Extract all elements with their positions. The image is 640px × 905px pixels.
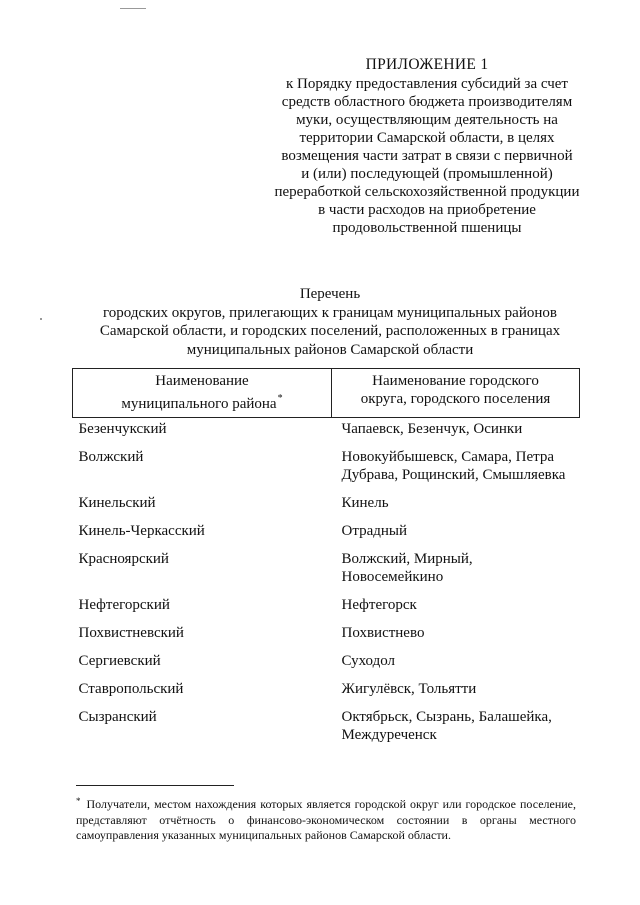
settlement-line: Жигулёвск, Тольятти bbox=[341, 681, 477, 697]
settlement-cell bbox=[332, 708, 580, 754]
table-header-row bbox=[73, 369, 580, 418]
district-cell: Кинель-Черкасский bbox=[78, 523, 205, 539]
settlement-cell bbox=[332, 652, 580, 680]
settlement-line: Нефтегорск bbox=[341, 597, 417, 613]
table-row bbox=[73, 680, 580, 708]
appendix-line: к Порядку предоставления субсидий за счет bbox=[286, 76, 568, 92]
districts-table bbox=[72, 368, 580, 754]
header-district-line2 bbox=[77, 390, 327, 413]
list-title-line: Самарской области, и городских поселений, расположенных в границах bbox=[99, 323, 561, 339]
appendix-line: средств областного бюджета производителям bbox=[281, 94, 573, 110]
district-cell: Волжский bbox=[78, 449, 144, 465]
list-title-line: городских округов, прилегающих к границам муниципальных районов bbox=[103, 304, 557, 321]
appendix-line: возмещения части затрат в связи с первичной bbox=[281, 148, 573, 164]
table-row bbox=[73, 652, 580, 680]
settlement-cell bbox=[332, 494, 580, 522]
settlement-line: Волжский, Мирный, bbox=[341, 551, 473, 567]
header-settlement bbox=[332, 369, 580, 418]
appendix-line: муки, осуществляющим деятельность на bbox=[296, 112, 558, 128]
settlement-cell bbox=[332, 596, 580, 624]
header-settlement-line2: округа, городского поселения bbox=[360, 391, 551, 407]
table-row bbox=[73, 494, 580, 522]
settlement-line: Дубрава, Рощинский, Смышляевка bbox=[341, 467, 566, 483]
settlement-cell bbox=[332, 522, 580, 550]
appendix-line: переработкой сельскохозяйственной продукции bbox=[274, 184, 580, 200]
settlement-cell bbox=[332, 448, 580, 494]
district-cell: Сызранский bbox=[78, 709, 157, 725]
settlement-cell bbox=[332, 680, 580, 708]
settlement-cell bbox=[332, 624, 580, 652]
appendix-header bbox=[262, 56, 592, 237]
settlement-line: Похвистнево bbox=[341, 625, 425, 641]
settlement-line: Чапаевск, Безенчук, Осинки bbox=[341, 421, 523, 437]
appendix-line: территории Самарской области, в целях bbox=[299, 130, 555, 146]
scan-mark bbox=[120, 8, 146, 9]
district-cell: Кинельский bbox=[78, 495, 156, 511]
district-cell: Нефтегорский bbox=[78, 597, 170, 613]
settlement-line: Междуреченск bbox=[341, 727, 437, 743]
table-row bbox=[73, 708, 580, 754]
footnote-mark: * bbox=[76, 796, 81, 806]
table-row bbox=[73, 522, 580, 550]
table-row bbox=[73, 448, 580, 494]
district-cell: Красноярский bbox=[78, 551, 169, 567]
appendix-line: в части расходов на приобретение bbox=[318, 202, 536, 218]
list-title bbox=[40, 285, 620, 359]
table-row bbox=[73, 624, 580, 652]
district-cell: Сергиевский bbox=[78, 653, 161, 669]
district-cell: Похвистневский bbox=[78, 625, 184, 641]
list-title-line: муниципальных районов Самарской области bbox=[186, 341, 474, 358]
header-district-line2-text: муниципального района bbox=[121, 396, 277, 412]
settlement-line: Новосемейкино bbox=[341, 569, 444, 585]
header-settlement-line1: Наименование городского bbox=[372, 373, 539, 389]
settlement-line: Кинель bbox=[341, 495, 389, 511]
settlement-line: Суходол bbox=[341, 653, 396, 669]
footnote-divider bbox=[76, 785, 234, 786]
settlement-line: Отрадный bbox=[341, 523, 407, 539]
footnote-text: Получатели, местом нахождения которых является городской округ или городское поселение, представляют отчётность о финансово-экономическом состоянии в органы местного самоуправления указанных муниципальных районов Самарской области. bbox=[76, 797, 576, 842]
appendix-title: ПРИЛОЖЕНИЕ 1 bbox=[365, 56, 489, 73]
district-cell: Безенчукский bbox=[78, 421, 167, 437]
table-row bbox=[73, 550, 580, 596]
appendix-line: продовольственной пшеницы bbox=[332, 220, 522, 236]
settlement-line: Октябрьск, Сызрань, Балашейка, bbox=[341, 709, 552, 725]
appendix-line: и (или) последующей (промышленной) bbox=[301, 166, 553, 182]
settlement-cell bbox=[332, 550, 580, 596]
district-cell: Ставропольский bbox=[78, 681, 184, 697]
table-row bbox=[73, 418, 580, 449]
footnote-star: * bbox=[277, 393, 283, 404]
settlement-cell bbox=[332, 418, 580, 449]
footnote bbox=[76, 794, 576, 844]
header-district-line1: Наименование bbox=[155, 373, 249, 389]
table-row bbox=[73, 596, 580, 624]
header-district bbox=[73, 369, 332, 418]
list-heading: Перечень bbox=[299, 286, 361, 302]
settlement-line: Новокуйбышевск, Самара, Петра bbox=[341, 449, 555, 465]
